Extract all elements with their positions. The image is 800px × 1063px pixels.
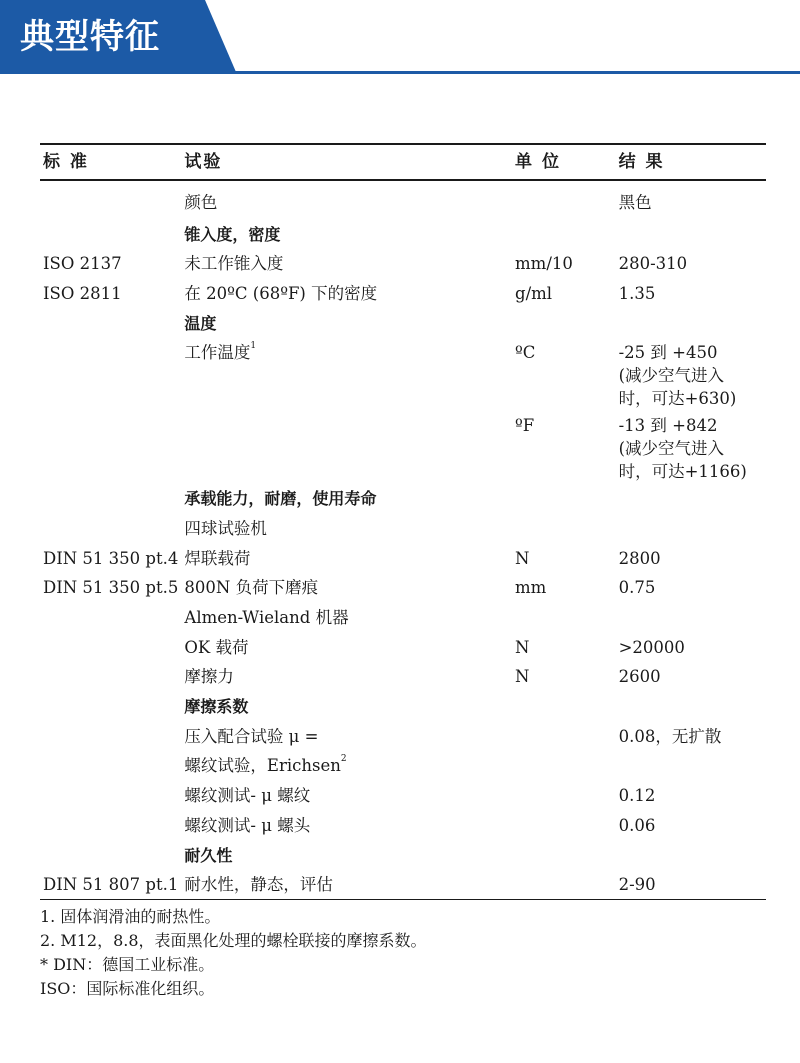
table-row — [40, 810, 766, 840]
cell-test-text: 未工作锥入度 — [184, 254, 284, 274]
cell-test-text: OK 载荷 — [184, 637, 249, 657]
cell-test — [184, 517, 515, 540]
cell-result: 黑色 — [618, 192, 652, 212]
cell-result: 1.35 — [618, 283, 656, 303]
table-row — [40, 248, 766, 278]
cell-standard: DIN 51 807 pt.1 — [43, 875, 179, 895]
table-row — [40, 632, 766, 662]
cell-test-text: 在 20ºC (68ºF) 下的密度 — [184, 283, 378, 303]
cell-standard: ISO 2137 — [43, 254, 122, 274]
spec-table — [40, 143, 766, 900]
table-row — [40, 721, 766, 751]
column-header-test: 试验 — [184, 151, 223, 172]
cell-test — [184, 814, 515, 837]
table-row — [40, 337, 766, 410]
cell-result: 0.75 — [618, 578, 656, 598]
cell-test-text: 温度 — [184, 313, 217, 333]
cell-test — [184, 547, 515, 570]
table-row — [40, 572, 766, 602]
cell-test-text: 螺纹测试- μ 螺纹 — [184, 786, 311, 806]
page-title: 典型特征 — [20, 17, 160, 57]
cell-test — [184, 665, 515, 688]
table-row — [40, 661, 766, 691]
footnote-din: * DIN：德国工业标准。 — [40, 955, 215, 974]
table-row — [40, 483, 766, 513]
cell-unit: mm — [515, 578, 547, 598]
cell-result: -13 到 +842 (减少空气进入 时，可达+1166) — [618, 416, 747, 482]
cell-result: -25 到 +450 (减少空气进入 时，可达+630) — [618, 343, 737, 409]
cell-result: 2-90 — [618, 875, 656, 895]
table-row — [40, 691, 766, 721]
footnote-marker: 2 — [340, 754, 347, 765]
cell-result: 0.06 — [618, 815, 656, 835]
table-row — [40, 219, 766, 249]
cell-unit: N — [515, 548, 530, 568]
footnote-1: 1. 固体润滑油的耐热性。 — [40, 907, 221, 926]
cell-test-group-title — [184, 312, 515, 335]
cell-test-text: 螺纹试验，Erichsen — [184, 756, 341, 776]
footnote-marker: 1 — [250, 341, 257, 352]
column-header-result: 结 果 — [618, 151, 665, 172]
cell-test — [184, 252, 515, 275]
table-row — [40, 750, 766, 780]
cell-test-text: 耐久性 — [184, 845, 233, 865]
cell-result: 280-310 — [618, 254, 688, 274]
cell-standard: DIN 51 350 pt.4 — [43, 548, 179, 568]
cell-test — [184, 191, 515, 214]
cell-test-text: 摩擦系数 — [184, 697, 249, 717]
cell-result: 0.08，无扩散 — [618, 726, 722, 746]
table-row — [40, 410, 766, 483]
cell-result: 0.12 — [618, 786, 656, 806]
cell-test-group-title — [184, 844, 515, 867]
footnotes — [40, 905, 766, 1001]
cell-test — [184, 576, 515, 599]
table-row — [40, 869, 766, 899]
cell-test — [184, 754, 515, 777]
cell-test-text: 焊联载荷 — [184, 548, 251, 568]
cell-test — [184, 282, 515, 305]
cell-test-text: Almen-Wieland 机器 — [184, 608, 349, 627]
cell-test — [184, 873, 515, 896]
cell-test-text: 螺纹测试- μ 螺头 — [184, 815, 311, 835]
cell-test — [184, 636, 515, 659]
cell-unit: mm/10 — [515, 254, 573, 274]
table-header-row — [40, 145, 766, 179]
cell-result: >20000 — [618, 637, 685, 657]
column-header-unit: 单 位 — [515, 151, 561, 172]
cell-test-group-title — [184, 695, 515, 718]
table-body — [40, 181, 766, 899]
section-header — [0, 0, 800, 78]
cell-test-text: 四球试验机 — [184, 518, 267, 538]
cell-test — [184, 784, 515, 807]
cell-test — [184, 725, 515, 748]
cell-standard: DIN 51 350 pt.5 — [43, 578, 179, 598]
cell-unit: ºF — [515, 416, 535, 436]
cell-test — [184, 606, 515, 629]
table-row — [40, 840, 766, 870]
cell-test-group-title — [184, 223, 515, 246]
cell-unit: g/ml — [515, 283, 553, 303]
cell-unit: N — [515, 637, 530, 657]
cell-result: 2800 — [618, 548, 661, 568]
cell-test-text: 摩擦力 — [184, 667, 234, 687]
header-underline — [0, 71, 800, 74]
table-row — [40, 513, 766, 543]
cell-test-text: 800N 负荷下磨痕 — [184, 578, 319, 598]
cell-test-text: 承载能力，耐磨，使用寿命 — [184, 489, 377, 509]
footnote-iso: ISO：国际标准化组织。 — [40, 979, 215, 998]
cell-test-text: 工作温度 — [184, 343, 251, 363]
cell-test-text: 颜色 — [184, 192, 218, 212]
column-header-standard: 标 准 — [43, 151, 89, 172]
cell-test-text: 压入配合试验 μ = — [184, 726, 319, 746]
cell-result: 2600 — [618, 667, 661, 687]
cell-test-text: 耐水性，静态，评估 — [184, 875, 333, 895]
table-row — [40, 278, 766, 308]
footnote-2: 2. M12，8.8，表面黑化处理的螺栓联接的摩擦系数。 — [40, 931, 427, 950]
cell-test-text: 锥入度，密度 — [184, 224, 281, 244]
cell-unit: N — [515, 667, 530, 687]
table-row — [40, 543, 766, 573]
table-row — [40, 308, 766, 338]
cell-test-group-title — [184, 487, 515, 510]
cell-standard: ISO 2811 — [43, 283, 122, 303]
cell-test — [184, 341, 515, 364]
table-row — [40, 780, 766, 810]
table-row — [40, 181, 766, 219]
table-bottom-rule — [40, 899, 766, 901]
cell-unit: ºC — [515, 343, 536, 363]
table-row — [40, 602, 766, 632]
